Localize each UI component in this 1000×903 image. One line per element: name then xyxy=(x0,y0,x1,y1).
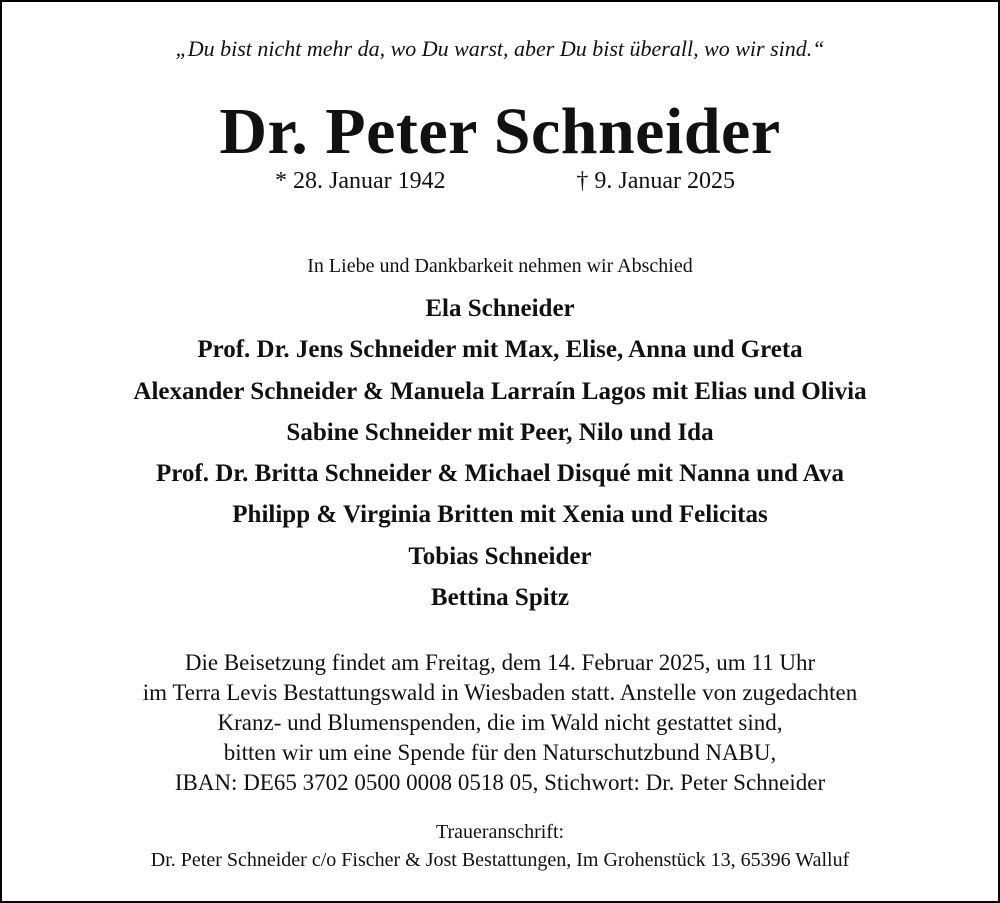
mourner-line: Prof. Dr. Britta Schneider & Michael Disqué mit Nanna und Ava xyxy=(156,460,844,488)
death-date: † 9. Januar 2025 xyxy=(576,168,735,194)
memorial-quote: „Du bist nicht mehr da, wo Du warst, aber Du bist überall, wo wir sind.“ xyxy=(175,36,825,61)
condolence-address-label: Traueranschrift: xyxy=(435,821,565,843)
mourner-line: Prof. Dr. Jens Schneider mit Max, Elise, Anna und Greta xyxy=(197,336,803,364)
funeral-line: im Terra Levis Bestattungswald in Wiesbaden statt. Anstelle von zugedachten xyxy=(142,680,858,705)
funeral-line: bitten wir um eine Spende für den Naturschutzbund NABU, xyxy=(223,740,777,765)
funeral-line: Die Beisetzung findet am Freitag, dem 14. Februar 2025, um 11 Uhr xyxy=(184,650,816,675)
deceased-name: Dr. Peter Schneider xyxy=(219,95,781,168)
mourner-line: Sabine Schneider mit Peer, Nilo und Ida xyxy=(286,418,714,446)
funeral-line: Kranz- und Blumenspenden, die im Wald nicht gestattet sind, xyxy=(217,710,783,735)
mourner-line: Bettina Spitz xyxy=(430,584,570,612)
funeral-details xyxy=(2,648,998,798)
funeral-line: IBAN: DE65 3702 0500 0008 0518 05, Stichwort: Dr. Peter Schneider xyxy=(174,770,826,795)
mourners-list xyxy=(2,288,998,618)
condolence-address: Dr. Peter Schneider c/o Fischer & Jost Bestattungen, Im Grohenstück 13, 65396 Walluf xyxy=(150,849,850,871)
farewell-intro: In Liebe und Dankbarkeit nehmen wir Abschied xyxy=(307,255,693,277)
mourner-line: Alexander Schneider & Manuela Larraín Lagos mit Elias und Olivia xyxy=(133,377,867,405)
life-dates xyxy=(2,168,998,195)
mourner-line: Philipp & Virginia Britten mit Xenia und Felicitas xyxy=(232,501,768,529)
mourner-line: Tobias Schneider xyxy=(408,542,592,570)
birth-date: * 28. Januar 1942 xyxy=(275,168,446,194)
mourner-line: Ela Schneider xyxy=(425,295,575,322)
